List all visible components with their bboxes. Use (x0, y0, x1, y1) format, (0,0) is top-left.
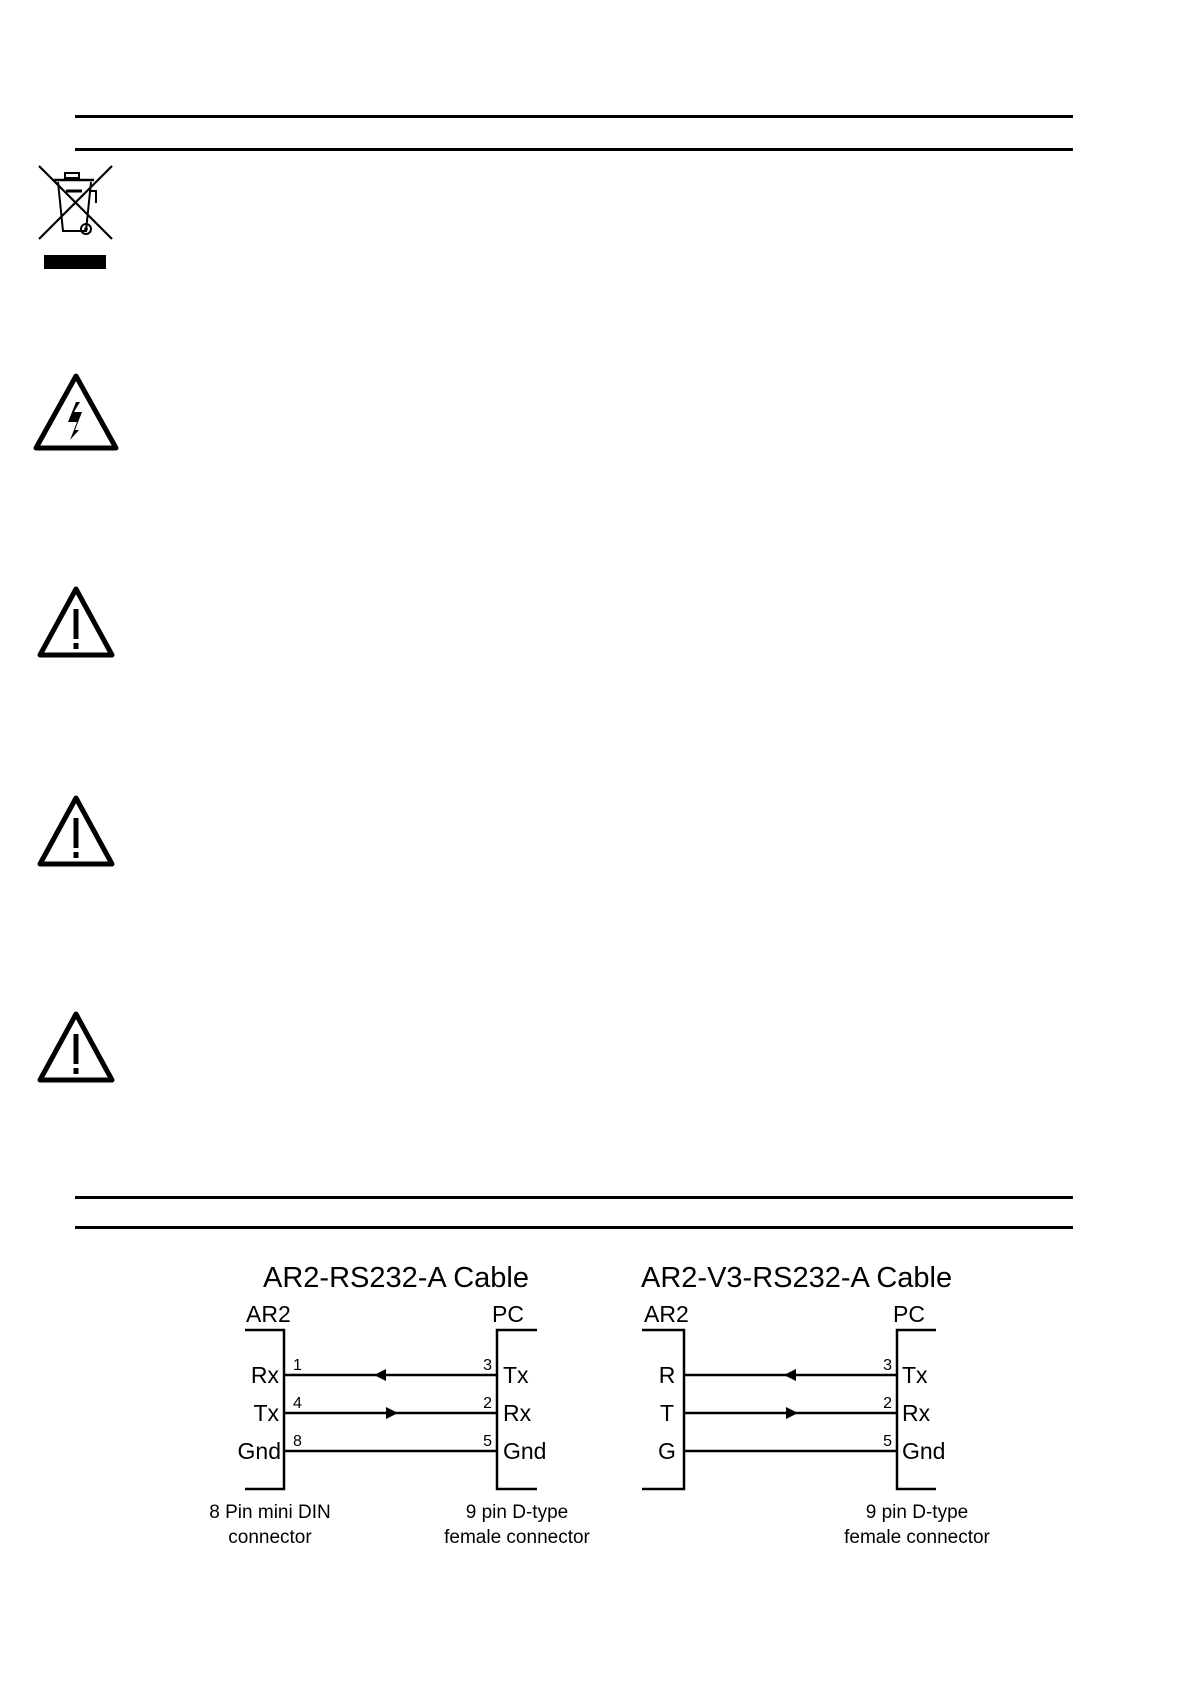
right-connector-caption: 9 pin D-type (465, 1502, 569, 1523)
left-signal-label: R (658, 1362, 676, 1388)
left-signal-label: T (659, 1400, 675, 1426)
right-connector-caption: female connector (844, 1527, 990, 1548)
right-pin-number: 5 (883, 1433, 892, 1450)
cable-diagram-ar2-v3-rs232-a (641, 1262, 991, 1548)
left-connector-header: AR2 (246, 1301, 291, 1327)
signal-direction-arrow (784, 1369, 796, 1381)
right-pin-number: 3 (483, 1357, 492, 1374)
left-signal-label: Gnd (237, 1438, 281, 1464)
left-connector-caption: connector (228, 1527, 312, 1548)
cable-title: AR2-V3-RS232-A Cable (641, 1262, 953, 1294)
right-pin-number: 3 (883, 1357, 892, 1374)
right-pin-number: 2 (883, 1395, 892, 1412)
right-connector-header: PC (893, 1301, 925, 1327)
cable-title: AR2-RS232-A Cable (263, 1262, 529, 1294)
right-signal-label: Rx (902, 1400, 931, 1426)
left-signal-label: Tx (253, 1400, 279, 1426)
right-signal-label: Gnd (902, 1438, 946, 1464)
left-signal-label: Rx (250, 1362, 279, 1388)
left-signal-label: G (658, 1438, 676, 1464)
left-pin-number: 8 (293, 1433, 302, 1450)
right-connector-header: PC (492, 1301, 524, 1327)
right-signal-label: Rx (503, 1400, 532, 1426)
right-signal-label: Tx (902, 1362, 928, 1388)
left-pin-number: 4 (293, 1395, 302, 1412)
right-pin-number: 5 (483, 1433, 492, 1450)
left-connector-header: AR2 (644, 1301, 689, 1327)
right-signal-label: Tx (503, 1362, 529, 1388)
left-connector-caption: 8 Pin mini DIN (209, 1502, 331, 1523)
signal-direction-arrow (374, 1369, 386, 1381)
right-connector-caption: female connector (444, 1527, 590, 1548)
right-pin-number: 2 (483, 1395, 492, 1412)
right-signal-label: Gnd (503, 1438, 547, 1464)
signal-direction-arrow (786, 1407, 798, 1419)
cable-diagram-ar2-rs232-a (209, 1262, 590, 1548)
right-connector-caption: 9 pin D-type (865, 1502, 969, 1523)
left-pin-number: 1 (293, 1357, 302, 1374)
signal-direction-arrow (386, 1407, 398, 1419)
